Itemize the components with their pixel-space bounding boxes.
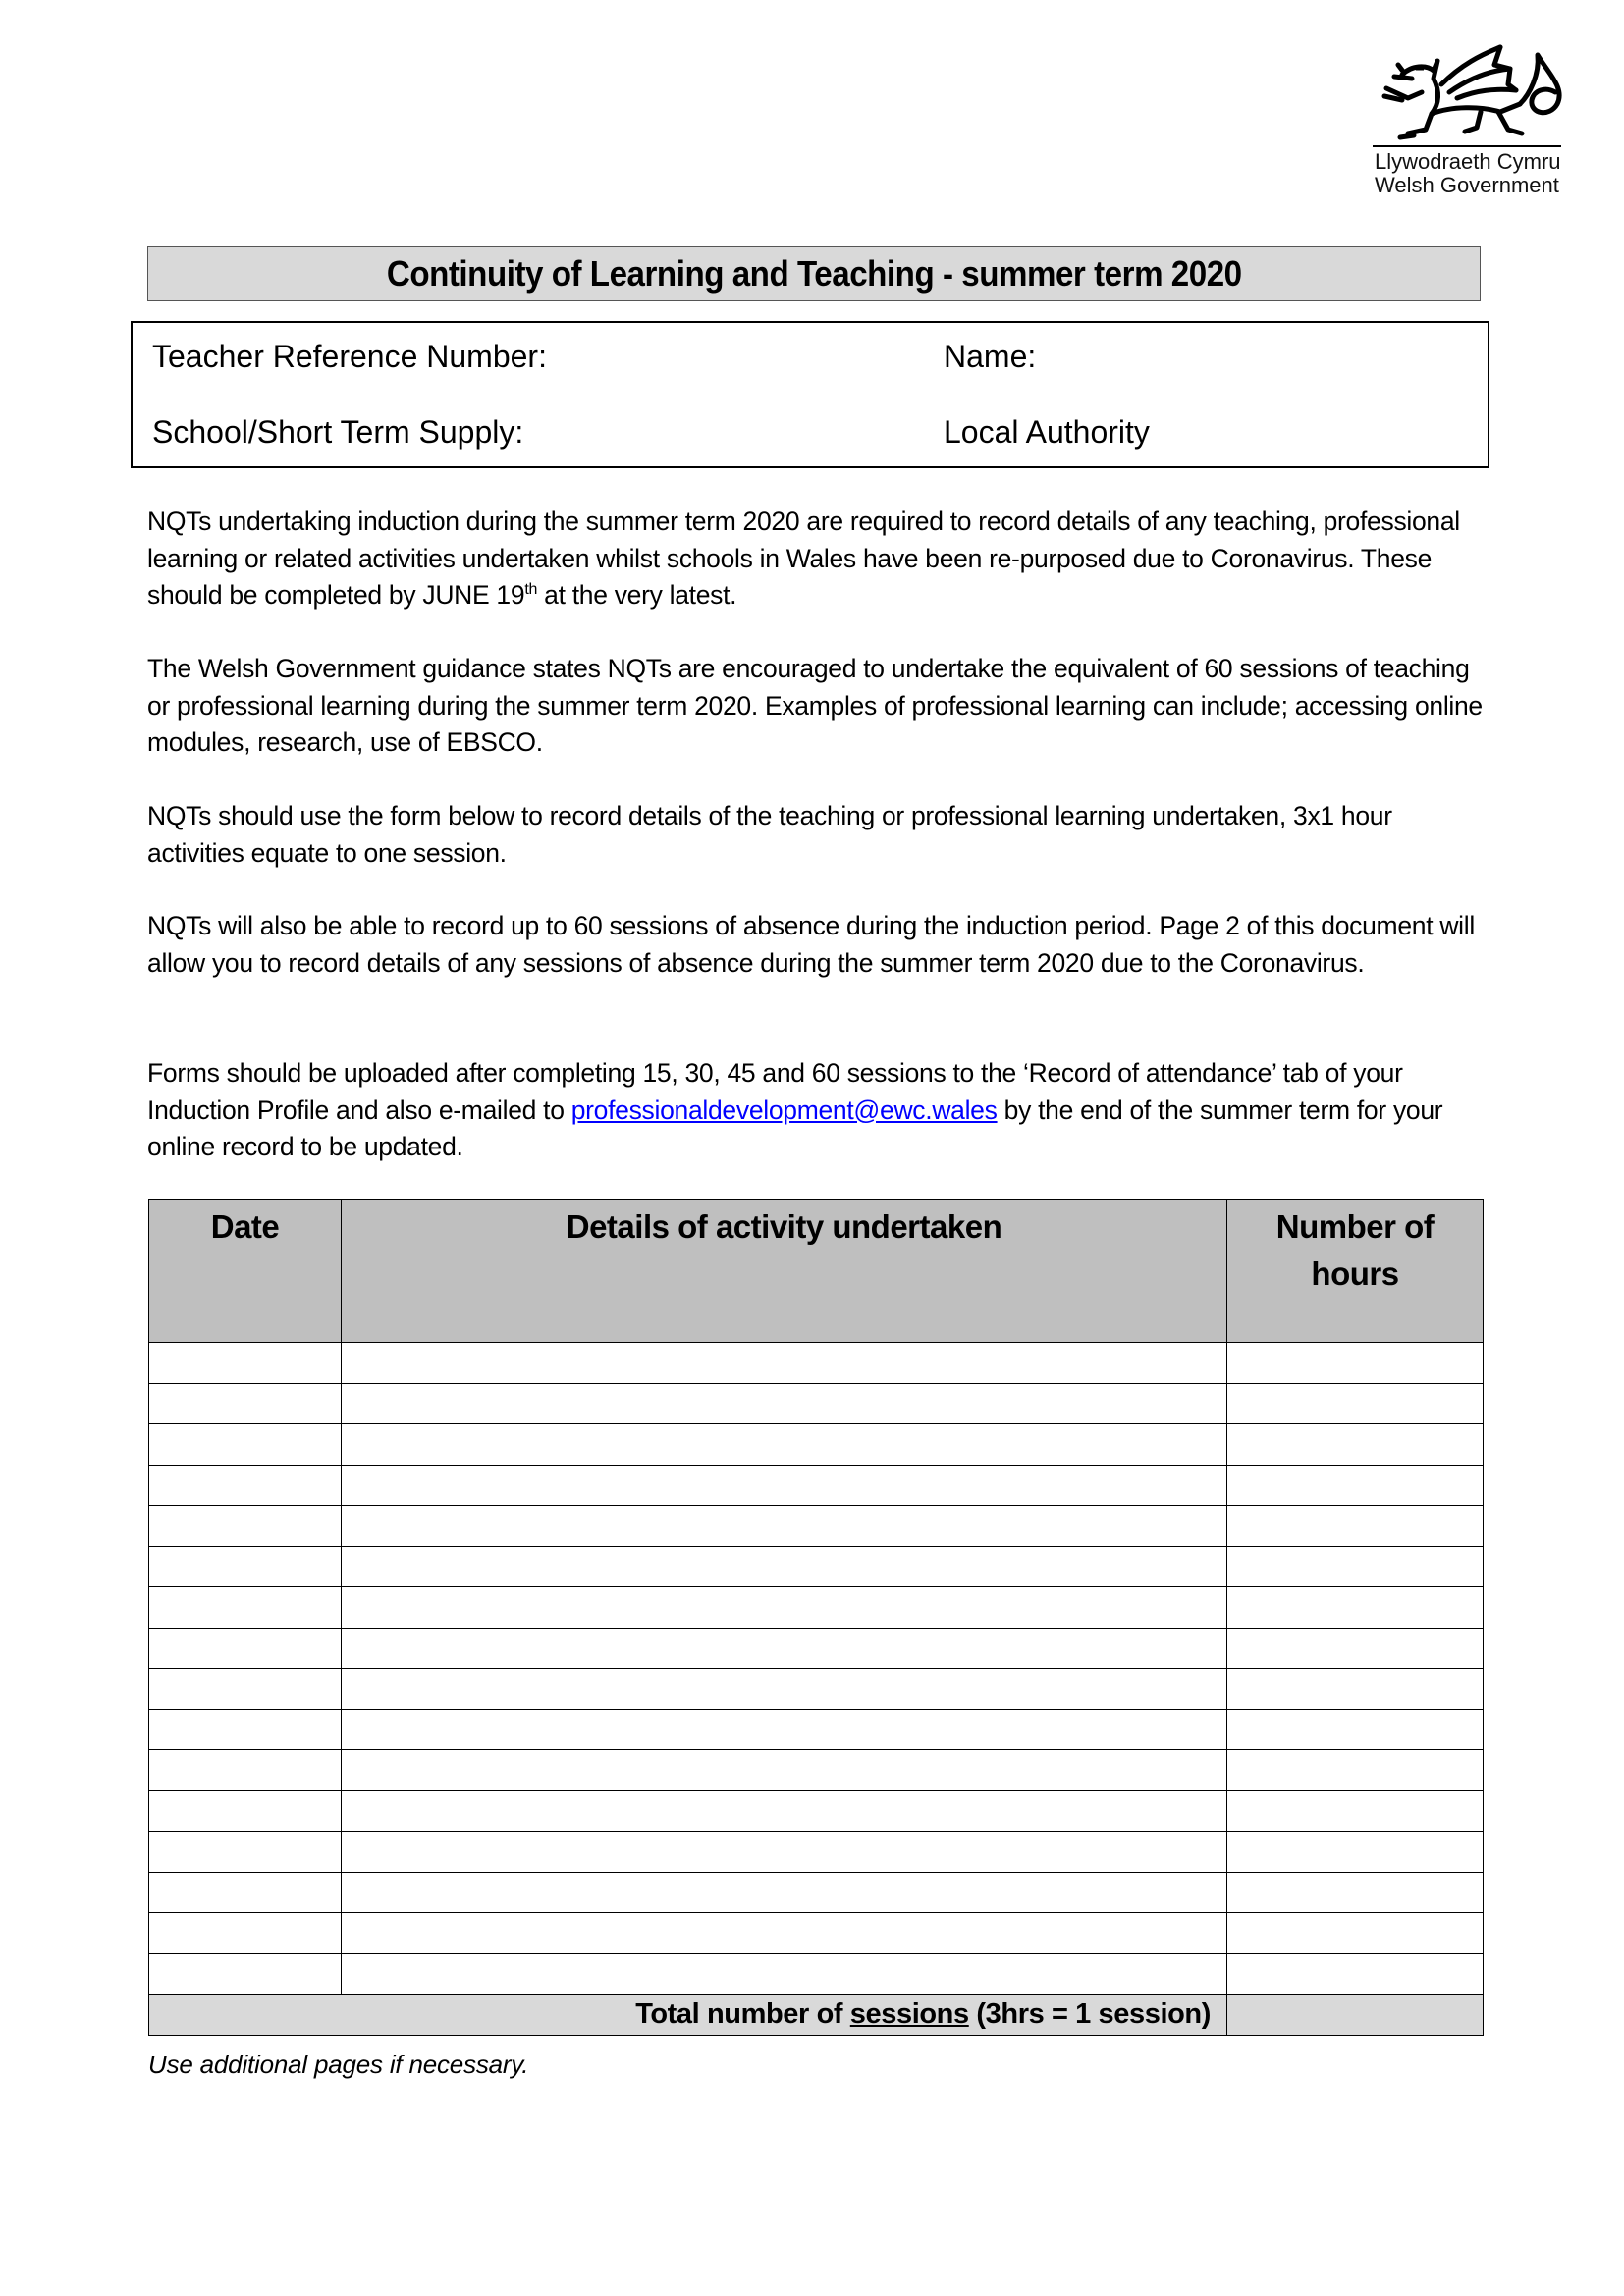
- date-cell[interactable]: [149, 1953, 342, 1995]
- hours-cell[interactable]: [1227, 1709, 1484, 1750]
- table-row: [149, 1546, 1484, 1587]
- table-header-row: [149, 1200, 1484, 1343]
- table-row: [149, 1343, 1484, 1384]
- paragraph-upload-text-end: by the end of the summer term for your online record to be updated.: [147, 1095, 1443, 1161]
- details-cell[interactable]: [342, 1790, 1227, 1832]
- hours-cell[interactable]: [1227, 1913, 1484, 1954]
- date-cell[interactable]: [149, 1709, 342, 1750]
- hours-cell[interactable]: [1227, 1343, 1484, 1384]
- date-cell[interactable]: [149, 1587, 342, 1629]
- hours-cell[interactable]: [1227, 1628, 1484, 1669]
- table-row: [149, 1424, 1484, 1466]
- paragraph-deadline-text: NQTs undertaking induction during the summer term 2020 are required to record details of any teaching, professional learning or related activities undertaken whilst schools in Wales have been re-purposed due to Coronavirus. These should be completed by JUNE 19: [147, 507, 1460, 610]
- date-cell[interactable]: [149, 1669, 342, 1710]
- table-row: [149, 1709, 1484, 1750]
- total-label-text: Total number of: [635, 1999, 850, 2030]
- date-cell[interactable]: [149, 1790, 342, 1832]
- details-cell[interactable]: [342, 1546, 1227, 1587]
- total-row: [149, 1995, 1484, 2036]
- email-link[interactable]: professionaldevelopment@ewc.wales: [570, 1095, 998, 1125]
- details-cell[interactable]: [342, 1628, 1227, 1669]
- table-row: [149, 1465, 1484, 1506]
- total-label-suffix: (3hrs = 1 session): [968, 1999, 1211, 2030]
- hours-cell[interactable]: [1227, 1790, 1484, 1832]
- ordinal-suffix: th: [524, 581, 538, 599]
- welsh-dragon-icon: [1373, 35, 1579, 145]
- logo-text-welsh: Llywodraeth Cymru: [1375, 149, 1561, 174]
- details-cell[interactable]: [342, 1343, 1227, 1384]
- hours-cell[interactable]: [1227, 1669, 1484, 1710]
- details-cell[interactable]: [342, 1913, 1227, 1954]
- date-cell[interactable]: [149, 1750, 342, 1791]
- table-row: [149, 1587, 1484, 1629]
- hours-cell[interactable]: [1227, 1546, 1484, 1587]
- school-label: School/Short Term Supply:: [152, 414, 524, 450]
- table-row: [149, 1872, 1484, 1913]
- details-cell[interactable]: [342, 1872, 1227, 1913]
- date-cell[interactable]: [149, 1424, 342, 1466]
- logo-text-english: Welsh Government: [1375, 173, 1559, 197]
- table-row: [149, 1790, 1484, 1832]
- column-header-details: Details of activity undertaken: [342, 1200, 1227, 1343]
- name-label: Name:: [944, 339, 1037, 374]
- table-row: [149, 1953, 1484, 1995]
- paragraph-deadline-text-end: at the very latest.: [537, 580, 737, 610]
- date-cell[interactable]: [149, 1832, 342, 1873]
- table-row: [149, 1913, 1484, 1954]
- footnote: Use additional pages if necessary.: [148, 2050, 529, 2079]
- logo-divider: [1373, 145, 1561, 147]
- table-row: [149, 1669, 1484, 1710]
- table-row: [149, 1832, 1484, 1873]
- hours-cell[interactable]: [1227, 1750, 1484, 1791]
- details-cell[interactable]: [342, 1424, 1227, 1466]
- details-cell[interactable]: [342, 1953, 1227, 1995]
- teacher-info-box: [131, 321, 1489, 468]
- paragraph-upload-text: Forms should be uploaded after completing 15, 30, 45 and 60 sessions to the ‘Record of attendance’ tab of your Induction Profile and also e-mailed to: [147, 1058, 1403, 1125]
- hours-cell[interactable]: [1227, 1506, 1484, 1547]
- total-sessions-label: [149, 1995, 1227, 2036]
- hours-cell[interactable]: [1227, 1587, 1484, 1629]
- total-sessions-value[interactable]: [1227, 1995, 1484, 2036]
- column-header-date: Date: [149, 1200, 342, 1343]
- details-cell[interactable]: [342, 1383, 1227, 1424]
- date-cell[interactable]: [149, 1506, 342, 1547]
- teacher-reference-label: Teacher Reference Number:: [152, 339, 547, 374]
- date-cell[interactable]: [149, 1343, 342, 1384]
- details-cell[interactable]: [342, 1669, 1227, 1710]
- hours-cell[interactable]: [1227, 1424, 1484, 1466]
- table-row: [149, 1506, 1484, 1547]
- details-cell[interactable]: [342, 1832, 1227, 1873]
- column-header-hours: Number of hours: [1227, 1200, 1484, 1343]
- page-title: Continuity of Learning and Teaching - summer term 2020: [386, 253, 1242, 294]
- total-label-underlined: sessions: [849, 1999, 969, 2030]
- details-cell[interactable]: [342, 1709, 1227, 1750]
- hours-cell[interactable]: [1227, 1465, 1484, 1506]
- table-row: [149, 1750, 1484, 1791]
- details-cell[interactable]: [342, 1506, 1227, 1547]
- date-cell[interactable]: [149, 1628, 342, 1669]
- paragraph-absence: NQTs will also be able to record up to 60 sessions of absence during the induction period. Page 2 of this document will allow you to record details of any sessions of absence during the summer term 2020 due to the Coronavirus.: [147, 911, 1475, 978]
- details-cell[interactable]: [342, 1750, 1227, 1791]
- paragraph-deadline: [147, 504, 1492, 614]
- details-cell[interactable]: [342, 1587, 1227, 1629]
- hours-cell[interactable]: [1227, 1953, 1484, 1995]
- page-title-box: [147, 246, 1481, 301]
- local-authority-label: Local Authority: [944, 414, 1150, 450]
- date-cell[interactable]: [149, 1872, 342, 1913]
- activity-table: [148, 1199, 1484, 2036]
- date-cell[interactable]: [149, 1465, 342, 1506]
- hours-cell[interactable]: [1227, 1832, 1484, 1873]
- details-cell[interactable]: [342, 1465, 1227, 1506]
- date-cell[interactable]: [149, 1546, 342, 1587]
- paragraph-guidance: The Welsh Government guidance states NQTs are encouraged to undertake the equivalent of 60 sessions of teaching or professional learning during the summer term 2020. Examples of professional learning can include; accessing online modules, research, use of EBSCO.: [147, 654, 1483, 757]
- date-cell[interactable]: [149, 1913, 342, 1954]
- hours-cell[interactable]: [1227, 1872, 1484, 1913]
- paragraph-upload: [147, 1055, 1492, 1166]
- table-row: [149, 1383, 1484, 1424]
- date-cell[interactable]: [149, 1383, 342, 1424]
- table-row: [149, 1628, 1484, 1669]
- paragraph-form-usage: NQTs should use the form below to record details of the teaching or professional learning undertaken, 3x1 hour activities equate to one session.: [147, 801, 1392, 868]
- hours-cell[interactable]: [1227, 1383, 1484, 1424]
